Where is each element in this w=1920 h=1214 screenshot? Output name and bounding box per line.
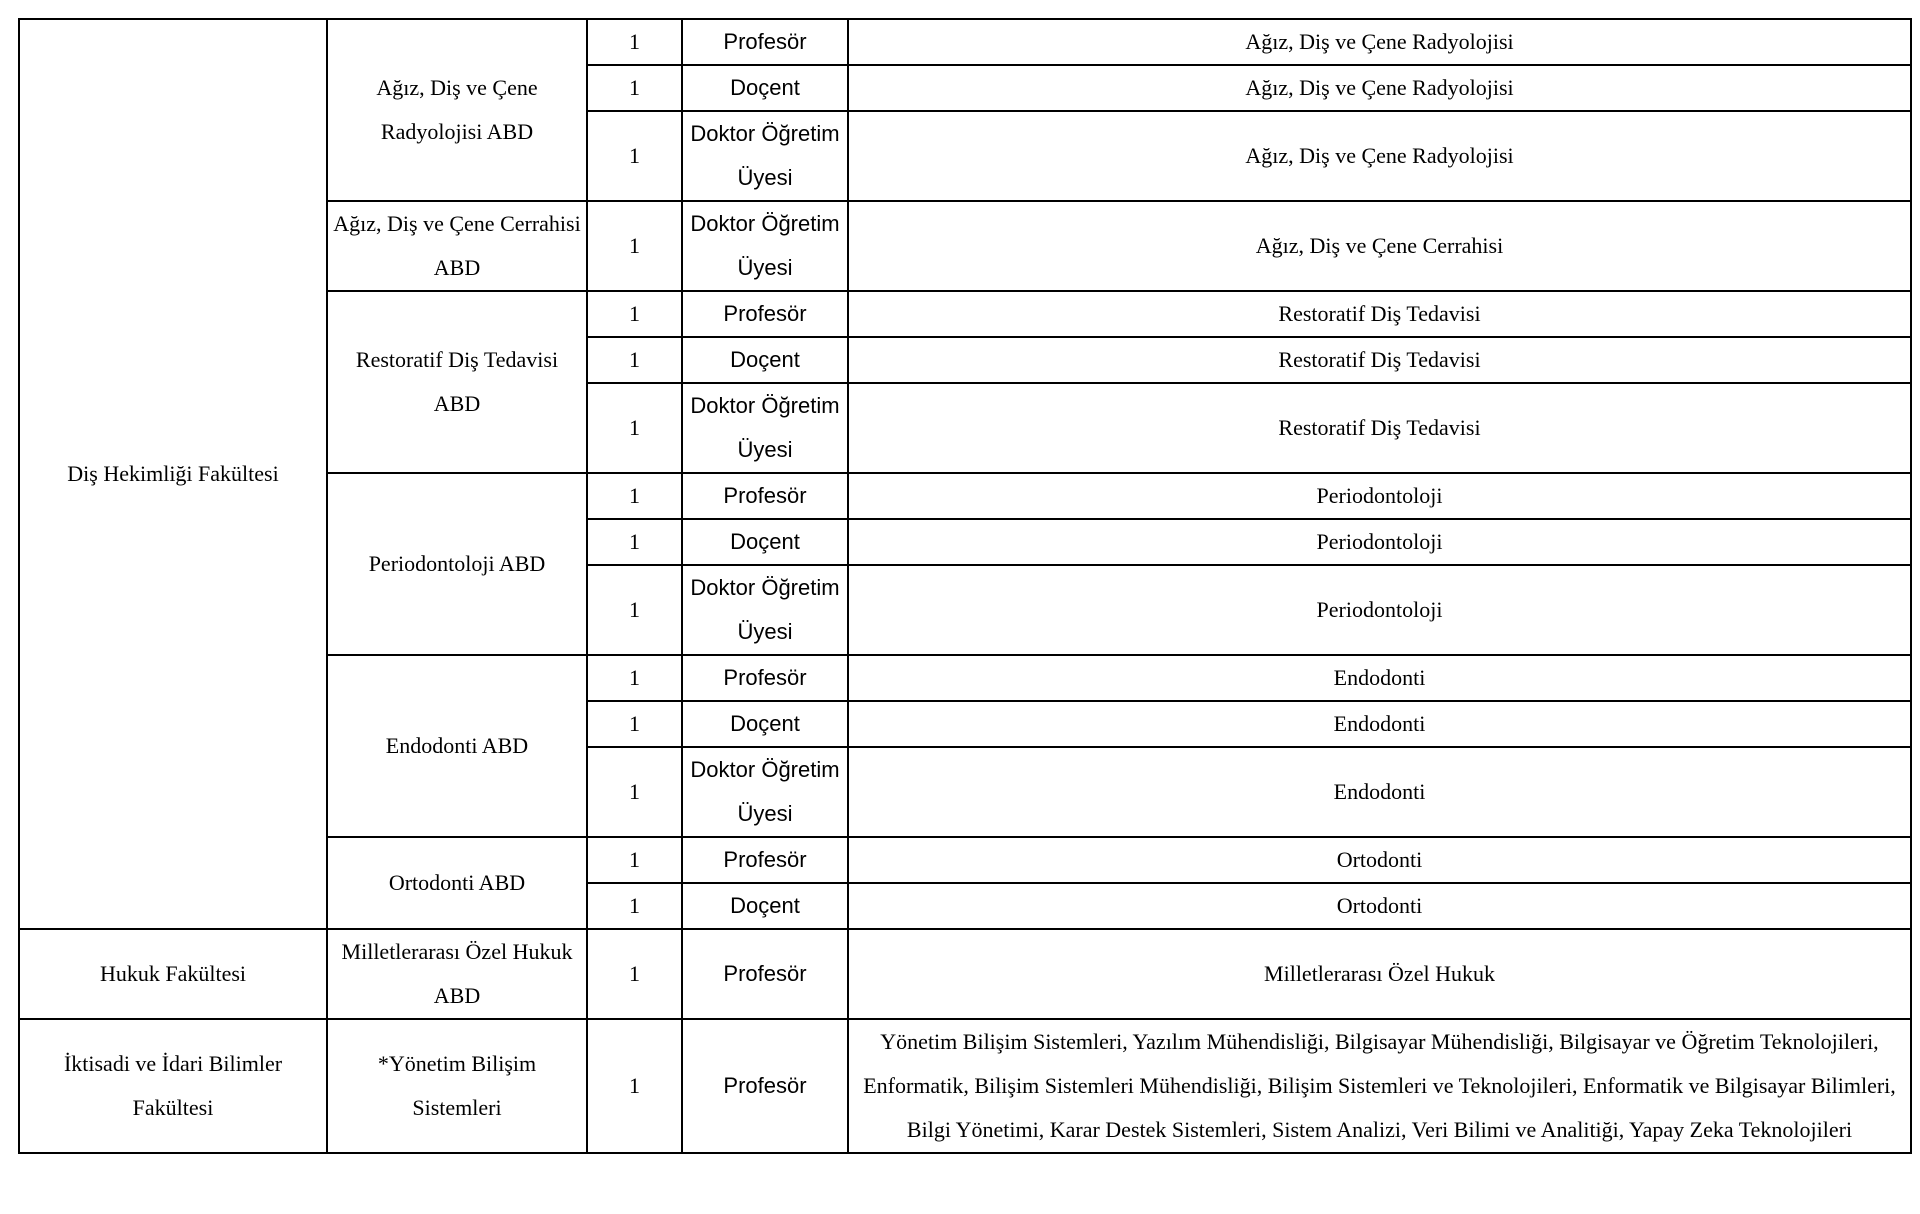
department-name-cell: Ağız, Diş ve Çene Cerrahisi ABD [327,201,587,291]
position-title-cell: Doçent [682,701,848,747]
position-count-cell: 1 [587,291,682,337]
department-name-cell: Endodonti ABD [327,655,587,837]
position-count-cell: 1 [587,565,682,655]
faculty-name-cell: Hukuk Fakültesi [19,929,327,1019]
department-name-cell: Ağız, Diş ve Çene Radyolojisi ABD [327,19,587,201]
position-title-cell: Doktor Öğretim Üyesi [682,383,848,473]
position-title-cell: Profesör [682,1019,848,1153]
position-title-cell: Doktor Öğretim Üyesi [682,747,848,837]
faculty-name-cell: Diş Hekimliği Fakültesi [19,19,327,929]
position-title-cell: Doçent [682,65,848,111]
position-title-cell: Profesör [682,929,848,1019]
position-field-cell: Endodonti [848,655,1911,701]
department-name-cell: Periodontoloji ABD [327,473,587,655]
position-title-cell: Profesör [682,291,848,337]
department-name-cell: Ortodonti ABD [327,837,587,929]
position-field-cell: Ağız, Diş ve Çene Radyolojisi [848,19,1911,65]
position-title-cell: Profesör [682,655,848,701]
position-count-cell: 1 [587,337,682,383]
department-name-cell: Restoratif Diş Tedavisi ABD [327,291,587,473]
position-field-cell: Yönetim Bilişim Sistemleri, Yazılım Mühendisliği, Bilgisayar Mühendisliği, Bilgisayar ve Öğretim Teknolojileri, Enformatik, Bilişim Sistemleri Mühendisliği, Bilişim Sistemleri ve Teknolojileri, Enformatik ve Bilgisayar Bilimleri, Bilgi Yönetimi, Karar Destek Sistemleri, Sistem Analizi, Veri Bilimi ve Analitiği, Yapay Zeka Teknolojileri [848,1019,1911,1153]
position-field-cell: Ağız, Diş ve Çene Radyolojisi [848,65,1911,111]
position-title-cell: Profesör [682,19,848,65]
position-title-cell: Doktor Öğretim Üyesi [682,201,848,291]
position-count-cell: 1 [587,837,682,883]
position-field-cell: Ağız, Diş ve Çene Cerrahisi [848,201,1911,291]
position-field-cell: Endodonti [848,747,1911,837]
position-count-cell: 1 [587,1019,682,1153]
position-title-cell: Profesör [682,837,848,883]
position-count-cell: 1 [587,519,682,565]
table-row [19,1019,1911,1153]
position-field-cell: Periodontoloji [848,473,1911,519]
position-count-cell: 1 [587,201,682,291]
position-count-cell: 1 [587,929,682,1019]
position-title-cell: Doçent [682,337,848,383]
position-field-cell: Ağız, Diş ve Çene Radyolojisi [848,111,1911,201]
position-field-cell: Periodontoloji [848,519,1911,565]
position-field-cell: Restoratif Diş Tedavisi [848,337,1911,383]
position-count-cell: 1 [587,65,682,111]
position-title-cell: Doktor Öğretim Üyesi [682,111,848,201]
position-count-cell: 1 [587,883,682,929]
position-count-cell: 1 [587,747,682,837]
table-row [19,929,1911,1019]
position-count-cell: 1 [587,473,682,519]
position-field-cell: Restoratif Diş Tedavisi [848,291,1911,337]
position-field-cell: Restoratif Diş Tedavisi [848,383,1911,473]
position-count-cell: 1 [587,655,682,701]
position-count-cell: 1 [587,19,682,65]
position-title-cell: Doktor Öğretim Üyesi [682,565,848,655]
staff-positions-table [18,18,1912,1154]
department-name-cell: *Yönetim Bilişim Sistemleri [327,1019,587,1153]
position-count-cell: 1 [587,383,682,473]
position-field-cell: Milletlerarası Özel Hukuk [848,929,1911,1019]
position-title-cell: Doçent [682,883,848,929]
table-row [19,19,1911,65]
position-count-cell: 1 [587,111,682,201]
department-name-cell: Milletlerarası Özel Hukuk ABD [327,929,587,1019]
position-field-cell: Periodontoloji [848,565,1911,655]
position-title-cell: Doçent [682,519,848,565]
faculty-name-cell: İktisadi ve İdari Bilimler Fakültesi [19,1019,327,1153]
position-field-cell: Ortodonti [848,883,1911,929]
position-title-cell: Profesör [682,473,848,519]
table-body [19,19,1911,1153]
position-field-cell: Endodonti [848,701,1911,747]
position-field-cell: Ortodonti [848,837,1911,883]
position-count-cell: 1 [587,701,682,747]
